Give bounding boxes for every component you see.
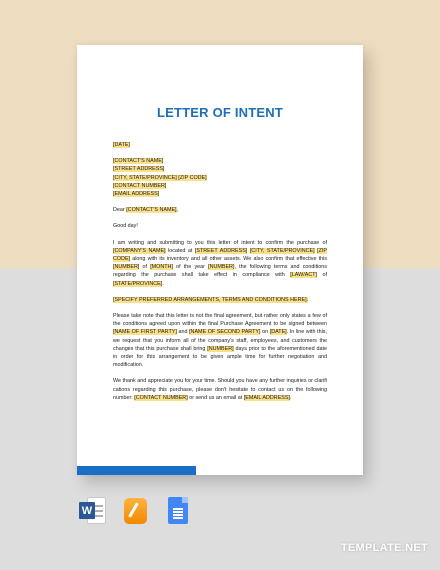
text: . (289, 394, 292, 401)
text: , the following terms and conditions regarding the purchase shall take effect in compliance with (113, 264, 327, 279)
text: days prior to the aforementioned date in order for this arrangement to be given ample time for further negotiation and modification. (113, 345, 327, 369)
date-line (113, 141, 327, 149)
document-page (77, 45, 363, 475)
text: We thank and appreciate you for your time. Should you have any further inquiries or clarifi cations regarding this purchase, please don't hesitate to contact us on the following number: (113, 378, 327, 401)
paragraph-agreement (113, 312, 327, 369)
date-placeholder: [DATE] (113, 142, 130, 148)
address-line: [CONTACT'S NAME] (113, 158, 164, 165)
text: on (260, 329, 270, 336)
text: . In line with this, we request that you inform all of the company's staff, employees, and customers the changes that this purchase shall bring (113, 329, 327, 352)
pages-icon[interactable] (121, 496, 149, 526)
salutation (113, 206, 327, 214)
salutation-prefix: Dear (113, 207, 127, 214)
placeholder: [STREET ADDRESS] (194, 247, 248, 254)
text: I am writing and submitting to you this letter of intent to confirm the purchase of (113, 239, 327, 246)
placeholder: [COMPANY'S NAME] (113, 247, 166, 254)
text: of (317, 272, 327, 279)
greeting: Good day! (113, 223, 138, 230)
placeholder: [SPECIFY PREFERRED ARRANGEMENTS, TERMS AND CONDITIONS HERE]. (113, 296, 309, 303)
text: Please take note that this letter is not the final agreement, but rather only states a few of the conditions agreed upon within the final Purchase Agreement to be signed between (113, 313, 327, 328)
placeholder: [MONTH] (150, 264, 173, 271)
text: and (176, 329, 190, 336)
placeholder: [DATE] (269, 329, 287, 336)
address-line: [CITY, STATE/PROVINCE] [ZIP CODE] (113, 174, 207, 181)
placeholder: [ZIP CODE] (113, 247, 327, 263)
placeholder: [NUMBER] (208, 264, 235, 271)
brand-logo: TEMPLATE.NET (340, 542, 428, 554)
text: located at (165, 247, 195, 254)
document-body (113, 141, 327, 410)
salutation-suffix: , (176, 207, 179, 214)
salutation-name: [CONTACT'S NAME] (126, 207, 177, 214)
word-icon[interactable] (79, 496, 107, 526)
paragraph-purchase (113, 239, 327, 288)
app-icons (79, 496, 191, 526)
address-line: [EMAIL ADDRESS] (113, 191, 160, 198)
placeholder: [EMAIL ADDRESS] (243, 394, 290, 401)
placeholder: [NUMBER] (207, 345, 234, 352)
word-badge: W (79, 502, 95, 519)
placeholder: [NUMBER] (113, 264, 140, 271)
placeholder: [LAW/ACT] (290, 272, 318, 279)
placeholder: [NAME OF SECOND PARTY] (189, 329, 261, 336)
address-line: [CONTACT NUMBER] (113, 182, 167, 189)
text: of (139, 264, 151, 271)
text: or send us an email at (187, 394, 244, 401)
text: of the year (172, 264, 209, 271)
text: . (162, 280, 164, 287)
paragraph-terms (113, 296, 327, 304)
google-docs-icon[interactable] (163, 496, 191, 526)
placeholder: [CITY, STATE/PROVINCE] (249, 247, 315, 254)
accent-bar (77, 466, 196, 475)
paragraph-closing (113, 377, 327, 402)
placeholder: [STATE/PROVINCE] (113, 280, 163, 287)
placeholder: [CONTACT NUMBER] (134, 394, 188, 401)
document-title: LETTER OF INTENT (157, 105, 283, 120)
recipient-address (113, 157, 327, 198)
text: along with its inventory and all other assets. We also confirm that effective this (130, 256, 327, 263)
placeholder: [NAME OF FIRST PARTY] (113, 329, 177, 336)
address-line: [STREET ADDRESS] (113, 166, 165, 173)
